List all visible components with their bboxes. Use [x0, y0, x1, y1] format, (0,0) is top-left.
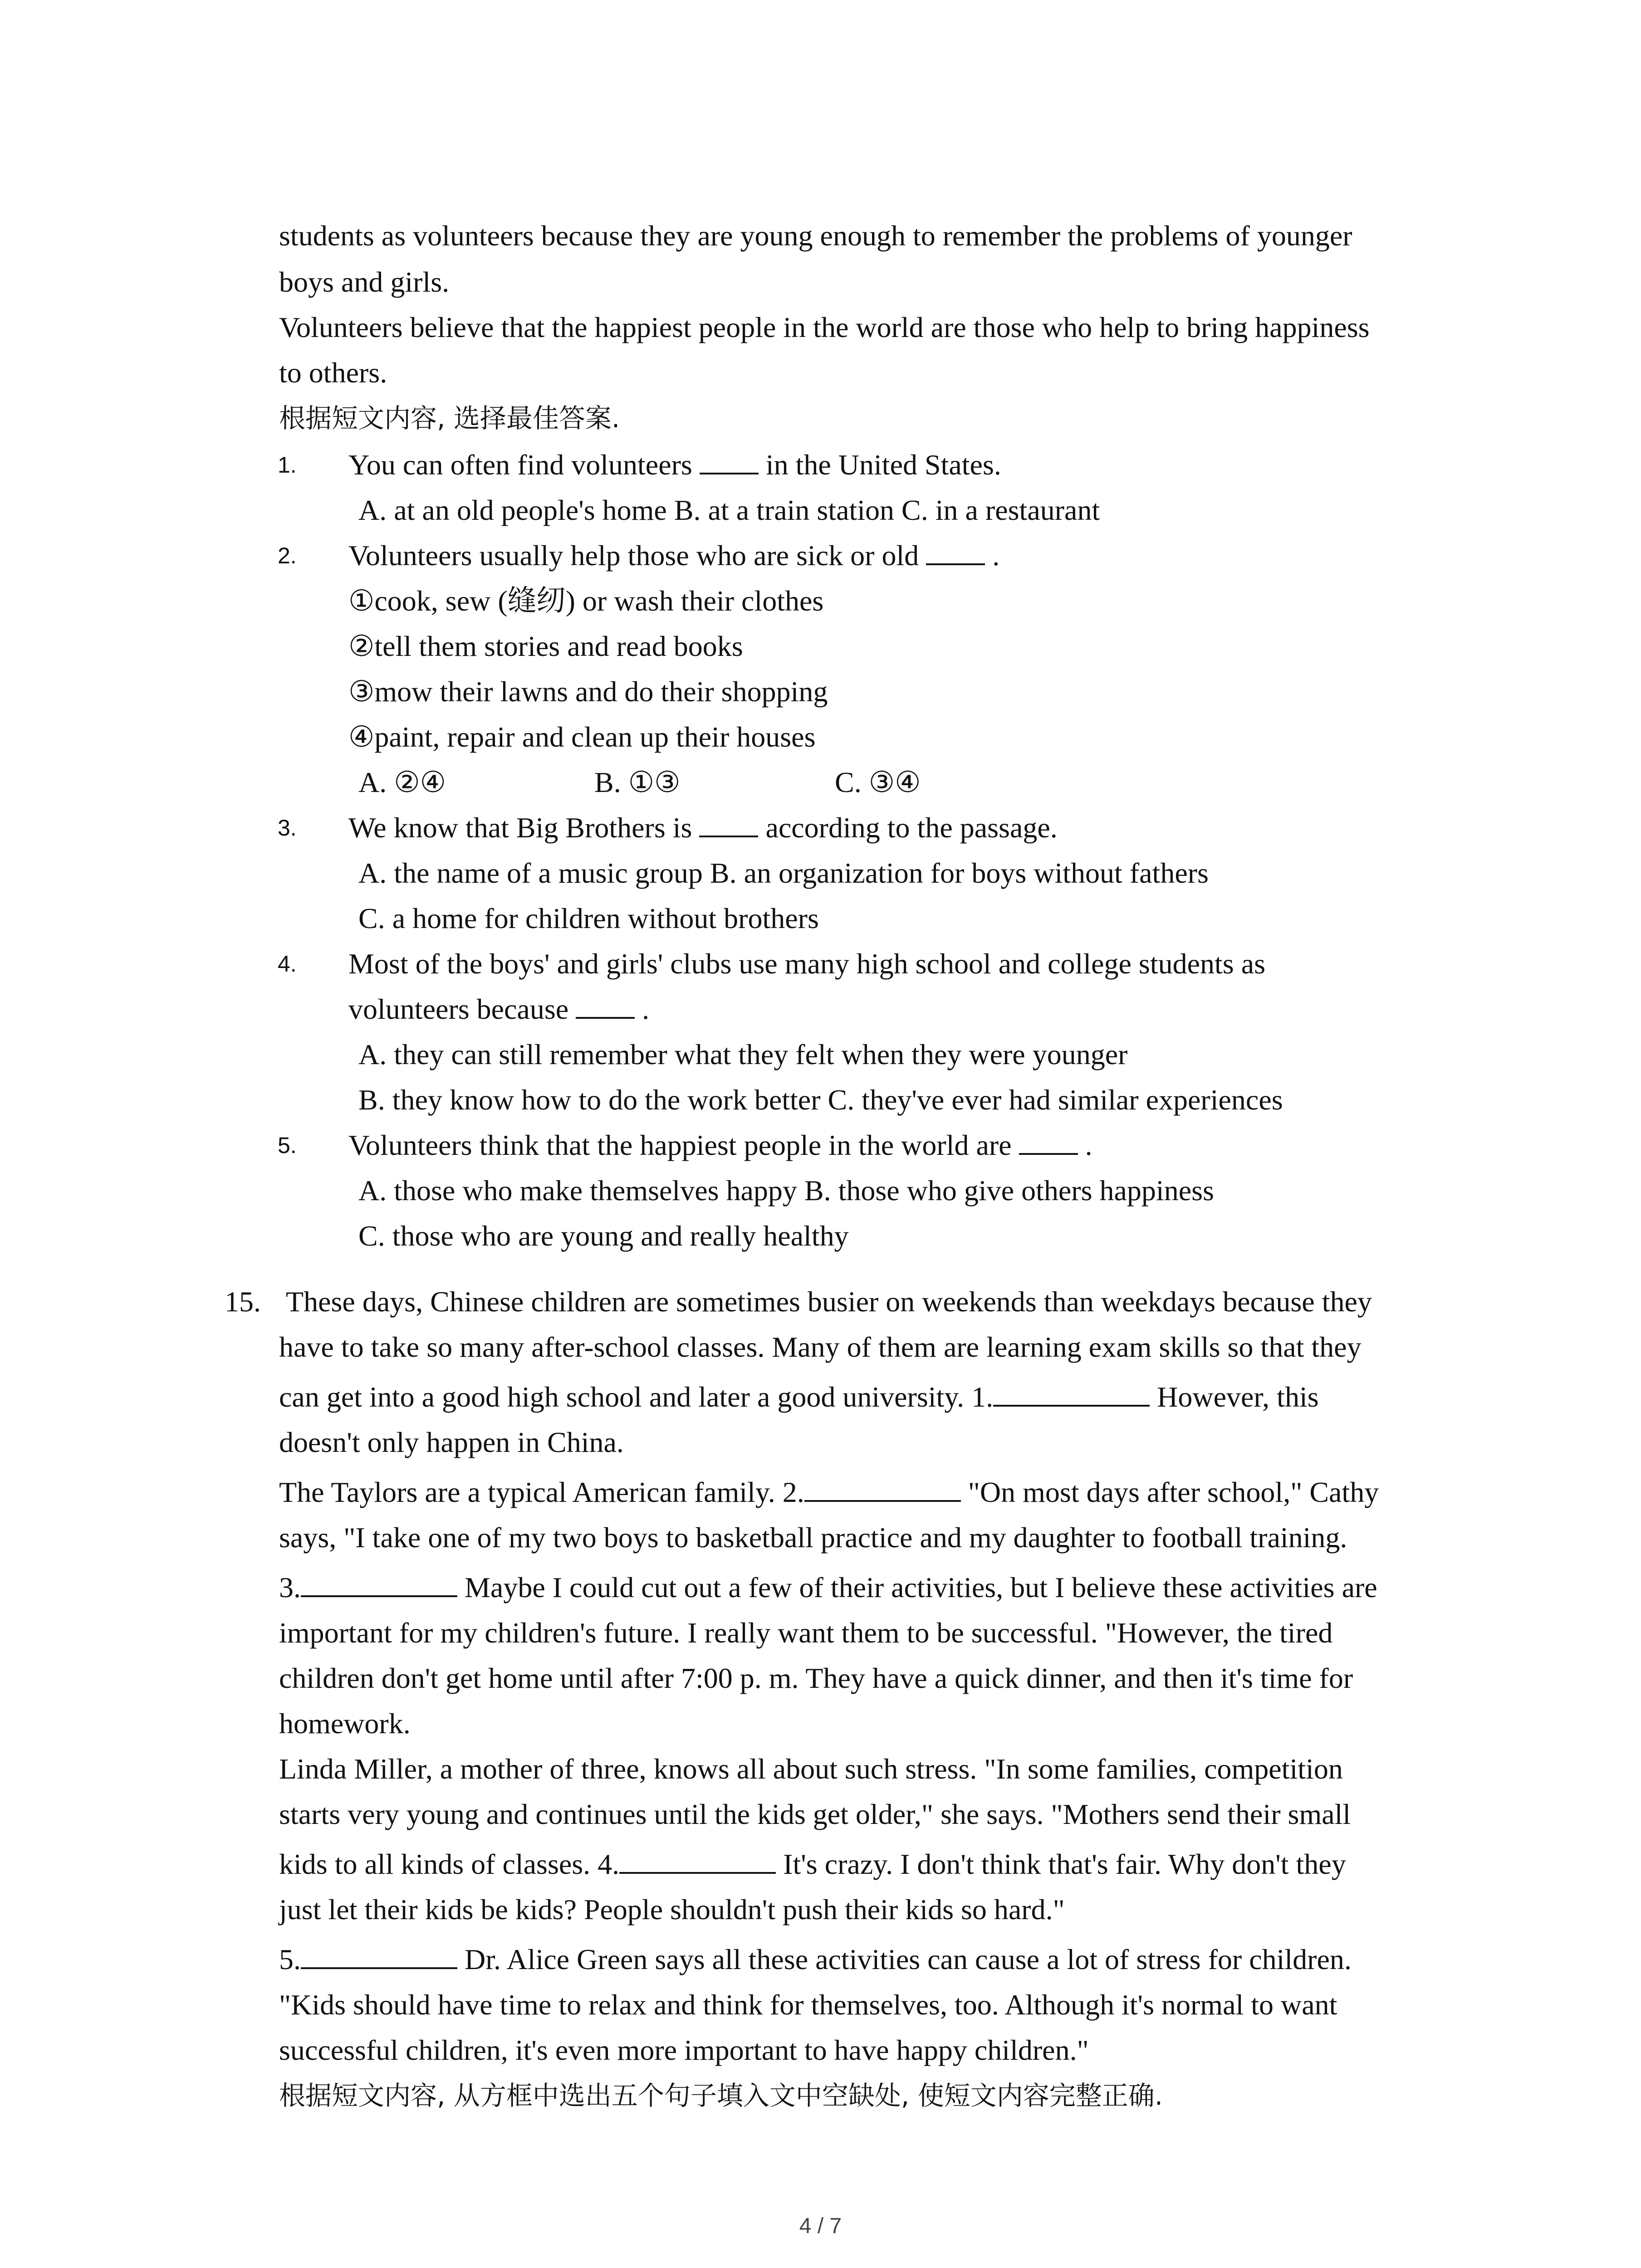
question-stem	[348, 805, 1058, 850]
passage-line: Linda Miller, a mother of three, knows all about such stress. "In some families, competition	[279, 1753, 1343, 1785]
passage-line: says, "I take one of my two boys to basketball practice and my daughter to football training.	[279, 1521, 1347, 1554]
question-stem	[348, 533, 999, 578]
question-stem: Most of the boys' and girls' clubs use many high school and college students as	[348, 948, 1265, 980]
list-item: ④paint, repair and clean up their houses	[348, 721, 816, 753]
answer-blank[interactable]	[1019, 1126, 1078, 1155]
answer-blank-2[interactable]	[804, 1473, 961, 1502]
passage-line: have to take so many after-school classes. Many of them are learning exam skills so that they	[279, 1331, 1362, 1363]
text-before-blank: can get into a good high school and later a good university. 1.	[279, 1381, 994, 1413]
question-number: 1.	[278, 452, 297, 478]
stem-before: You can often find volunteers	[348, 449, 692, 481]
question-options: A. at an old people's home B. at a train station C. in a restaurant	[358, 494, 1100, 526]
question-options: A. those who make themselves happy B. those who give others happiness	[358, 1174, 1214, 1207]
stem-after: in the United States.	[765, 449, 1001, 481]
question-stem	[348, 442, 1001, 488]
list-item: ②tell them stories and read books	[348, 630, 743, 662]
stem-before: volunteers because	[348, 993, 569, 1025]
text-before-blank: kids to all kinds of classes. 4.	[279, 1848, 620, 1880]
passage-line: students as volunteers because they are young enough to remember the problems of younger	[279, 220, 1352, 252]
passage-line: "Kids should have time to relax and think for themselves, too. Although it's normal to want	[279, 1989, 1337, 2021]
passage-line: to others.	[279, 357, 387, 389]
answer-blank[interactable]	[700, 445, 759, 474]
passage-line: homework.	[279, 1707, 411, 1740]
text-before-blank: 5.	[279, 1943, 301, 1975]
passage-line	[279, 1470, 1379, 1515]
stem-before: We know that Big Brothers is	[348, 811, 692, 844]
question-options: C. those who are young and really healthy	[358, 1220, 849, 1252]
passage-line	[279, 1937, 1352, 1982]
question-stem	[348, 1123, 1092, 1168]
choice-b: B. ①③	[594, 766, 681, 798]
list-item: ③mow their lawns and do their shopping	[348, 675, 828, 708]
question-options: B. they know how to do the work better C. they've ever had similar experiences	[358, 1084, 1283, 1116]
text-after-blank: Maybe I could cut out a few of their activities, but I believe these activities are	[465, 1571, 1377, 1603]
text-after-blank: Dr. Alice Green says all these activities can cause a lot of stress for children.	[465, 1943, 1352, 1975]
text-before-blank: The Taylors are a typical American family. 2.	[279, 1476, 804, 1508]
answer-blank-5[interactable]	[301, 1940, 457, 1969]
question-options: A. they can still remember what they felt when they were younger	[358, 1038, 1128, 1070]
passage-line: starts very young and continues until the kids get older," she says. "Mothers send their small	[279, 1798, 1351, 1830]
stem-after: .	[992, 539, 1000, 572]
answer-blank-3[interactable]	[301, 1568, 457, 1597]
answer-blank-1[interactable]	[993, 1378, 1150, 1407]
question-number: 4.	[278, 951, 297, 977]
list-item: ①cook, sew (缝纫) or wash their clothes	[348, 585, 824, 617]
choice-a: A. ②④	[358, 766, 446, 798]
question-options: A. the name of a music group B. an organization for boys without fathers	[358, 857, 1209, 889]
answer-blank[interactable]	[926, 536, 985, 565]
passage-line: These days, Chinese children are sometimes busier on weekends than weekdays because they	[286, 1286, 1372, 1318]
stem-before: Volunteers usually help those who are sick or old	[348, 539, 919, 572]
passage-line: children don't get home until after 7:00 p. m. They have a quick dinner, and then it's time for	[279, 1662, 1353, 1694]
answer-blank[interactable]	[576, 990, 635, 1019]
question-number: 2.	[278, 543, 297, 568]
text-after-blank: However, this	[1157, 1381, 1319, 1413]
passage-line	[279, 1565, 1377, 1610]
passage-number: 15.	[225, 1286, 261, 1318]
passage-line: Volunteers believe that the happiest people in the world are those who help to bring happiness	[279, 311, 1370, 343]
passage-line: successful children, it's even more important to have happy children."	[279, 2034, 1089, 2066]
answer-blank-4[interactable]	[619, 1845, 776, 1874]
page-number: 4 / 7	[799, 2214, 842, 2238]
stem-before: Volunteers think that the happiest people in the world are	[348, 1129, 1012, 1161]
passage-line: just let their kids be kids? People shouldn't push their kids so hard."	[279, 1893, 1065, 1926]
passage-line: boys and girls.	[279, 266, 450, 298]
question-number: 5.	[278, 1133, 297, 1158]
passage-line: doesn't only happen in China.	[279, 1426, 624, 1458]
stem-after: .	[1085, 1129, 1092, 1161]
question-options: C. a home for children without brothers	[358, 902, 819, 934]
text-after-blank: "On most days after school," Cathy	[968, 1476, 1379, 1508]
answer-blank[interactable]	[699, 808, 758, 837]
choice-c: C. ③④	[835, 766, 921, 798]
question-stem	[348, 987, 649, 1032]
instruction-text: 根据短文内容, 选择最佳答案.	[279, 403, 620, 434]
question-number: 3.	[278, 815, 297, 841]
stem-after: according to the passage.	[765, 811, 1058, 844]
text-before-blank: 3.	[279, 1571, 301, 1603]
stem-after: .	[642, 993, 650, 1025]
text-after-blank: It's crazy. I don't think that's fair. Why don't they	[783, 1848, 1346, 1880]
passage-line	[279, 1374, 1319, 1420]
passage-line	[279, 1842, 1346, 1887]
passage-line: important for my children's future. I really want them to be successful. "However, the tired	[279, 1617, 1333, 1649]
instruction-text: 根据短文内容, 从方框中选出五个句子填入文中空缺处, 使短文内容完整正确.	[279, 2080, 1163, 2111]
